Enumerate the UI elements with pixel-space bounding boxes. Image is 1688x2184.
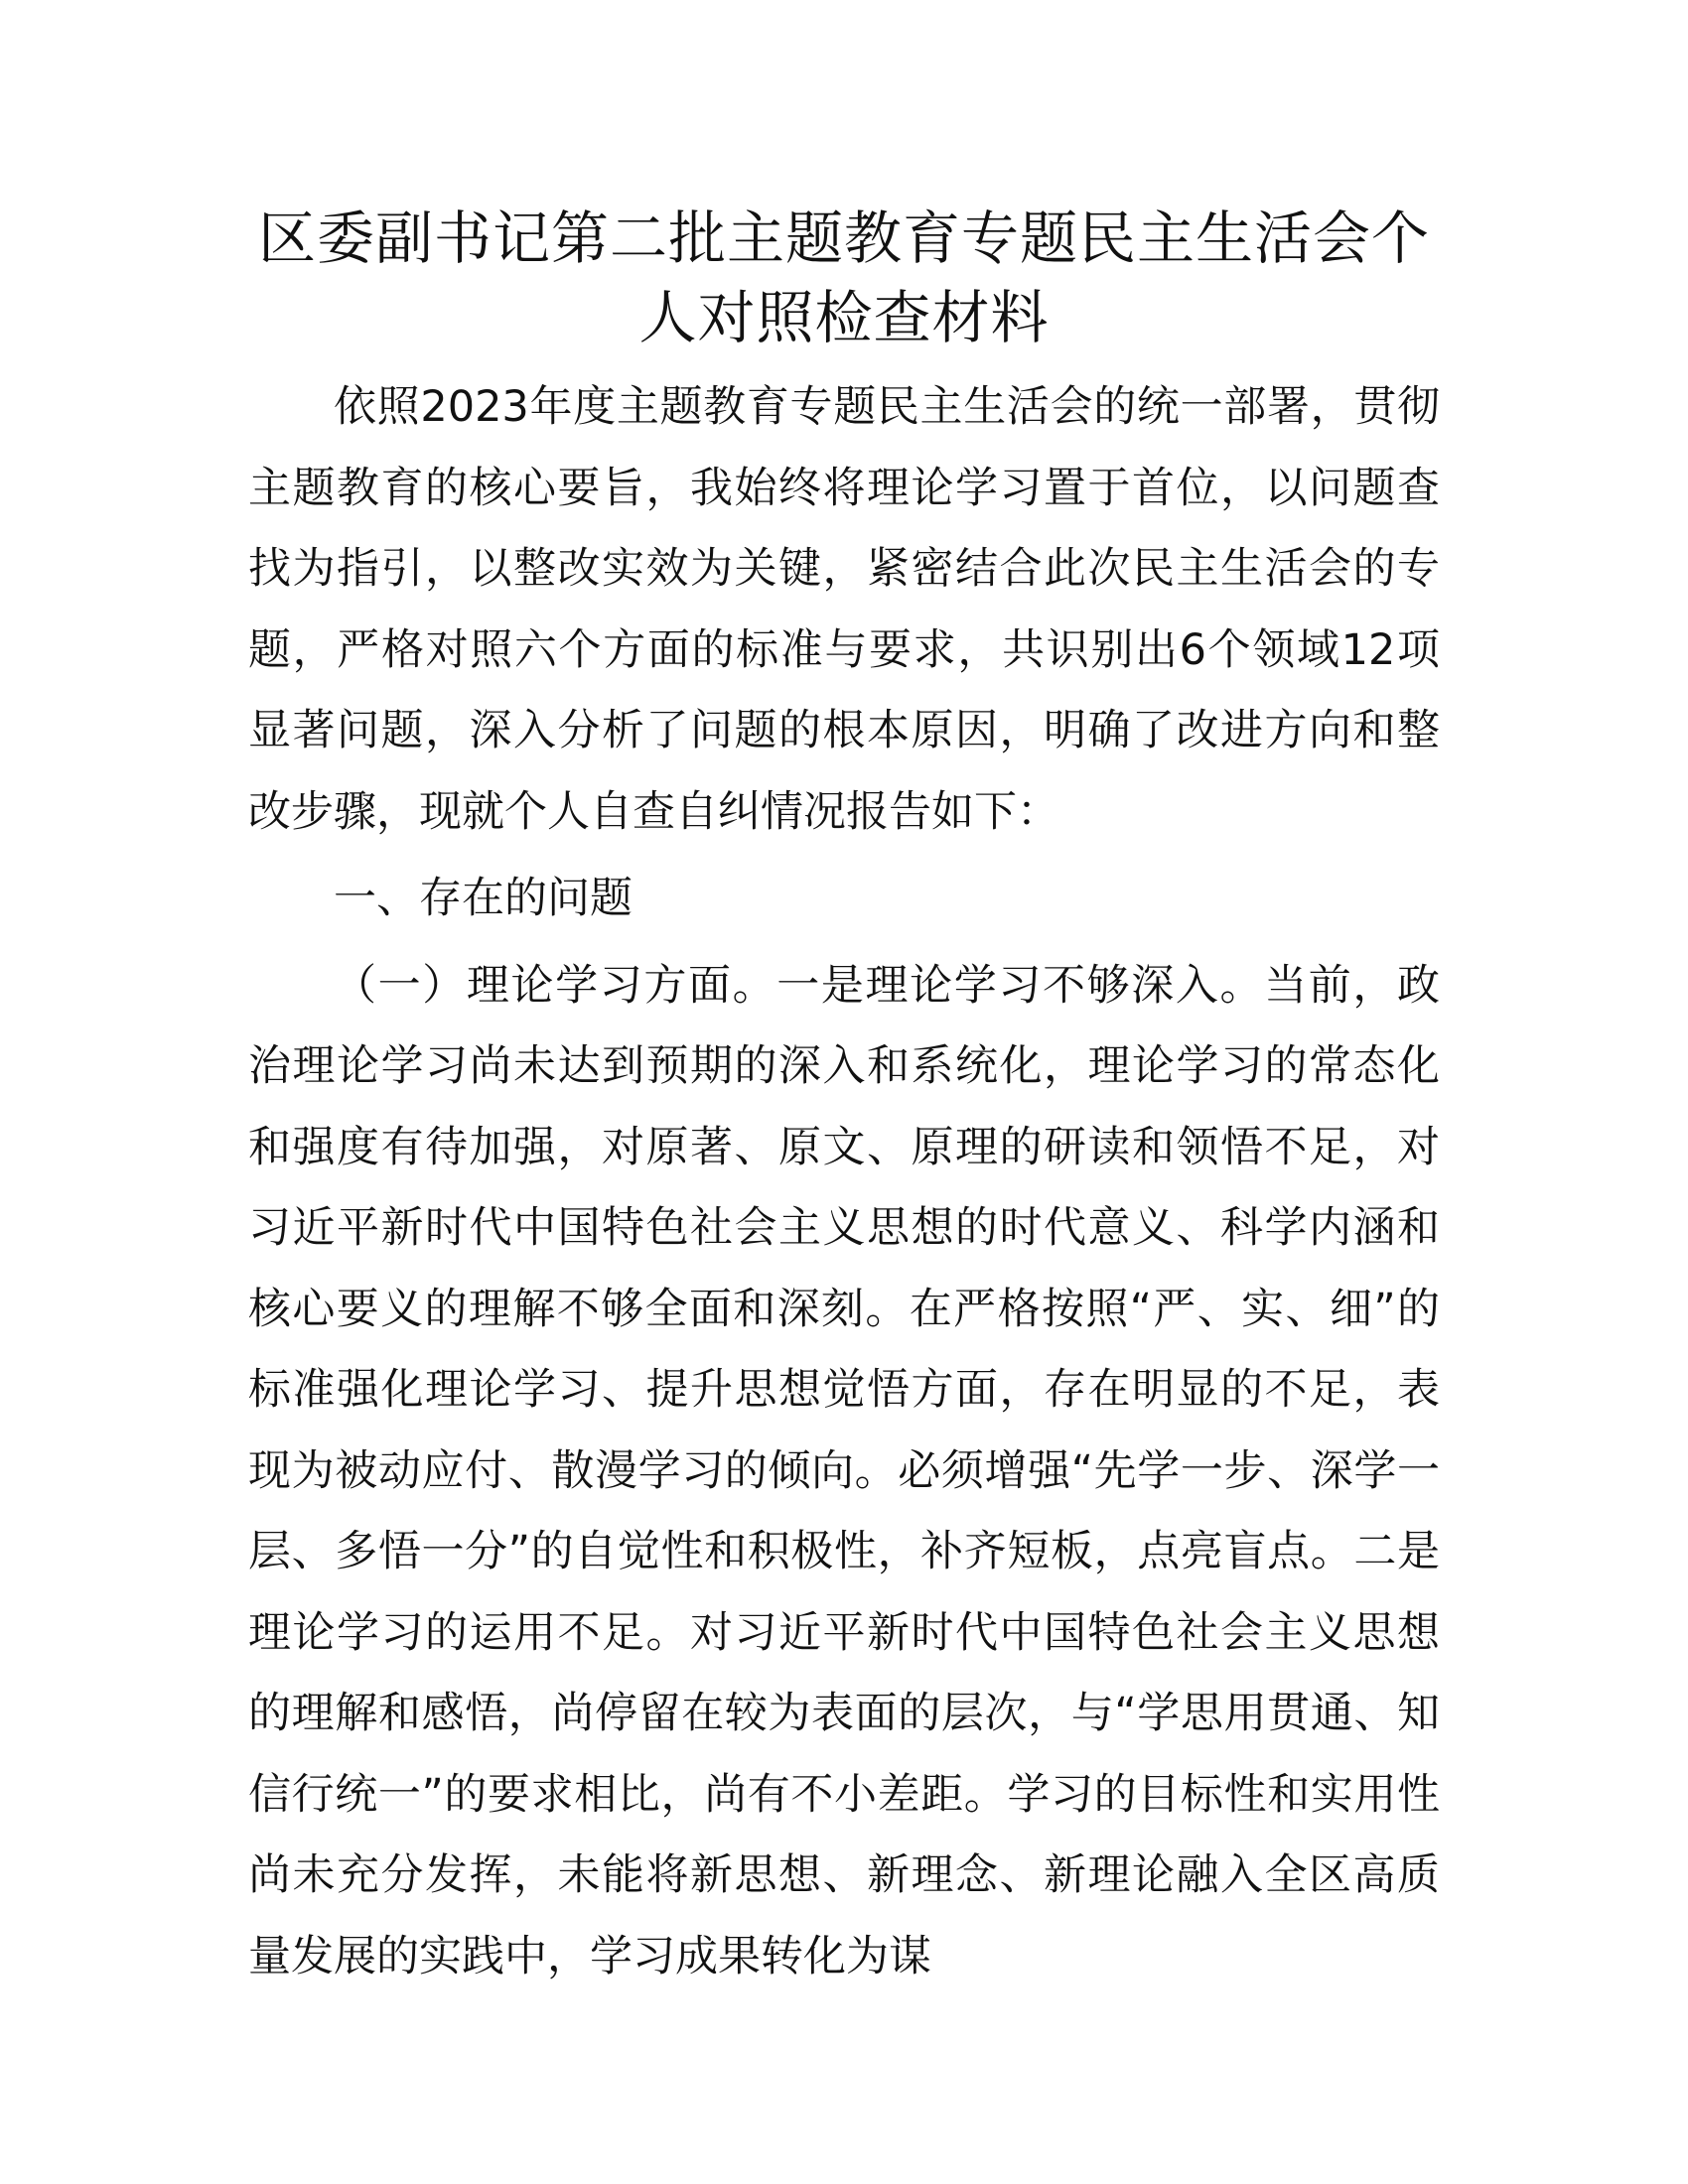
document-page <box>248 199 1440 1997</box>
document-title <box>248 199 1440 357</box>
title-line-2: 人对照检查材料 <box>638 284 1050 351</box>
section-paragraph-theory-study: （一）理论学习方面。一是理论学习不够深入。当前，政治理论学习尚未达到预期的深入和系统化，理论学习的常态化和强度有待加强，对原著、原文、原理的研读和领悟不足，对习近平新时代中国特色社会主义思想的时代意义、科学内涵和核心要义的理解不够全面和深刻。在严格按照“严、实、细”的标准强化理论学习、提升思想觉悟方面，存在明显的不足，表现为被动应付、散漫学习的倾向。必须增强“先学一步、深学一层、多悟一分”的自觉性和积极性，补齐短板，点亮盲点。二是理论学习的运用不足。对习近平新时代中国特色社会主义思想的理解和感悟，尚停留在较为表面的层次，与“学思用贯通、知信行统一”的要求相比，尚有不小差距。学习的目标性和实用性尚未充分发挥，未能将新思想、新理念、新理论融入全区高质量发展的实践中，学习成果转化为谋 <box>248 960 1440 1981</box>
intro-paragraph: 依照2023年度主题教育专题民主生活会的统一部署，贯彻主题教育的核心要旨，我始终将理论学习置于首位，以问题查找为指引，以整改实效为关键，紧密结合此次民主生活会的专题，严格对照六个方面的标准与要求，共识别出6个领域12项显著问题，深入分析了问题的根本原因，明确了改进方向和整改步骤，现就个人自查自纠情况报告如下： <box>248 382 1440 837</box>
section-heading-problems: 一、存在的问题 <box>334 874 633 923</box>
title-line-1: 区委副书记第二批主题教育专题民主生活会个 <box>257 205 1430 272</box>
